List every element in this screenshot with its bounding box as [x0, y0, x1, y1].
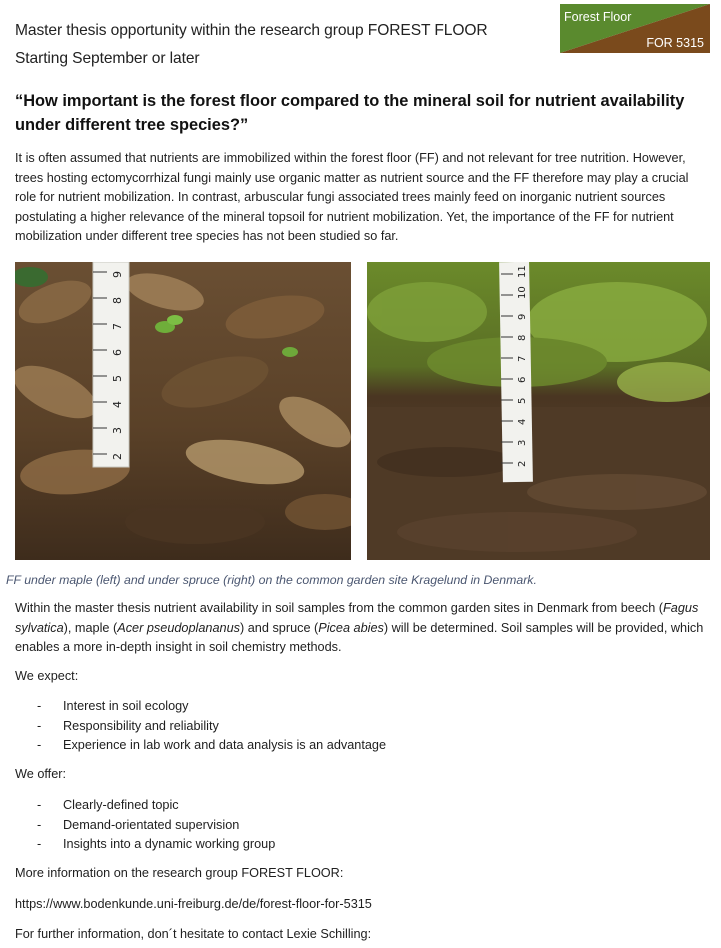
list-item-text: Demand-orientated supervision — [63, 817, 240, 832]
list-dash: - — [37, 837, 42, 851]
ruler-number: 6 — [111, 349, 124, 356]
list-item — [37, 697, 386, 717]
ruler-number: 4 — [111, 401, 124, 408]
body-text-3: ) and spruce ( — [240, 620, 319, 635]
ruler-number: 8 — [111, 297, 124, 304]
list-dash: - — [37, 798, 42, 812]
ruler-number: 3 — [517, 439, 528, 446]
ruler-number: 10 — [517, 286, 528, 299]
body-text-4: ) will be determined. Soil samples will be provided, which enables a more in-depth insight in soil chemistry methods. — [15, 620, 704, 655]
list-item-text: Experience in lab work and data analysis is an advantage — [63, 738, 387, 752]
ruler-number: 6 — [517, 376, 528, 383]
list-dash: - — [37, 738, 42, 752]
list-item — [37, 835, 275, 855]
thesis-description-paragraph — [15, 599, 712, 658]
list-dash: - — [37, 718, 42, 733]
list-item — [37, 796, 275, 816]
ruler-number: 9 — [517, 313, 528, 320]
forest-floor-logo — [560, 4, 710, 53]
ruler-number: 5 — [517, 397, 528, 404]
expect-heading: We expect: — [15, 669, 79, 683]
ruler-number: 3 — [111, 427, 124, 434]
header-line-2: Starting September or later — [15, 50, 200, 67]
list-item — [37, 816, 275, 836]
list-dash: - — [37, 817, 42, 832]
list-item-text: Insights into a dynamic working group — [63, 837, 276, 851]
contact-text: For further information, don´t hesitate to contact Lexie Schilling: — [15, 927, 372, 941]
logo-text-bottom: FOR 5315 — [646, 36, 704, 50]
body-text-1: Within the master thesis nutrient availability in soil samples from the common garden sites in Denmark from beech ( — [15, 601, 664, 615]
ruler-number: 7 — [517, 355, 528, 362]
ruler-number: 7 — [111, 323, 124, 330]
header-line-1: Master thesis opportunity within the research group FOREST FLOOR — [15, 22, 488, 39]
species-spruce: Picea abies — [318, 620, 384, 635]
photo-maple-forest-floor — [15, 262, 351, 560]
list-item — [37, 717, 386, 737]
ruler-number: 2 — [517, 460, 528, 467]
offer-list — [37, 796, 275, 855]
body-text-2: ), maple ( — [63, 620, 118, 635]
logo-text-top: Forest Floor — [564, 10, 632, 24]
ruler-number: 8 — [517, 334, 528, 341]
photo-spruce-forest-floor — [367, 262, 710, 560]
photo-caption: FF under maple (left) and under spruce (right) on the common garden site Kragelund in Denmark. — [6, 573, 537, 587]
list-item-text: Interest in soil ecology — [63, 699, 189, 713]
list-item — [37, 736, 386, 756]
ruler-number: 11 — [517, 265, 528, 278]
offer-heading: We offer: — [15, 767, 67, 781]
ruler-number: 5 — [111, 375, 124, 382]
thesis-title: “How important is the forest floor compared to the mineral soil for nutrient availability under different tree species?” — [15, 92, 685, 134]
list-dash: - — [37, 699, 42, 713]
species-maple: Acer pseudoplananus — [117, 620, 240, 635]
research-group-link[interactable]: https://www.bodenkunde.uni-freiburg.de/de/forest-floor-for-5315 — [15, 897, 372, 911]
intro-paragraph: It is often assumed that nutrients are immobilized within the forest floor (FF) and not relevant for tree nutrition. However, trees hosting ectomycorrhizal fungi mainly use organic matter as nutrient source and the FF therefore may play a crucial role for nutrient mobilization. In contrast, arbuscular fungi associated trees mainly feed on inorganic nutrient sources postulating a higher relevance of the mineral topsoil for nutrient mobilization. Yet, the importance of the FF for nutrient mobilization under different tree species has not been studied so far. — [15, 151, 689, 244]
more-info-text: More information on the research group FOREST FLOOR: — [15, 866, 344, 880]
expect-list — [37, 697, 386, 756]
ruler-number: 2 — [111, 453, 124, 460]
ruler-number: 4 — [517, 418, 528, 425]
ruler-number: 9 — [111, 271, 124, 278]
list-item-text: Responsibility and reliability — [63, 718, 219, 733]
species-beech: Fagus sylvatica — [15, 601, 699, 635]
list-item-text: Clearly-defined topic — [63, 798, 179, 812]
